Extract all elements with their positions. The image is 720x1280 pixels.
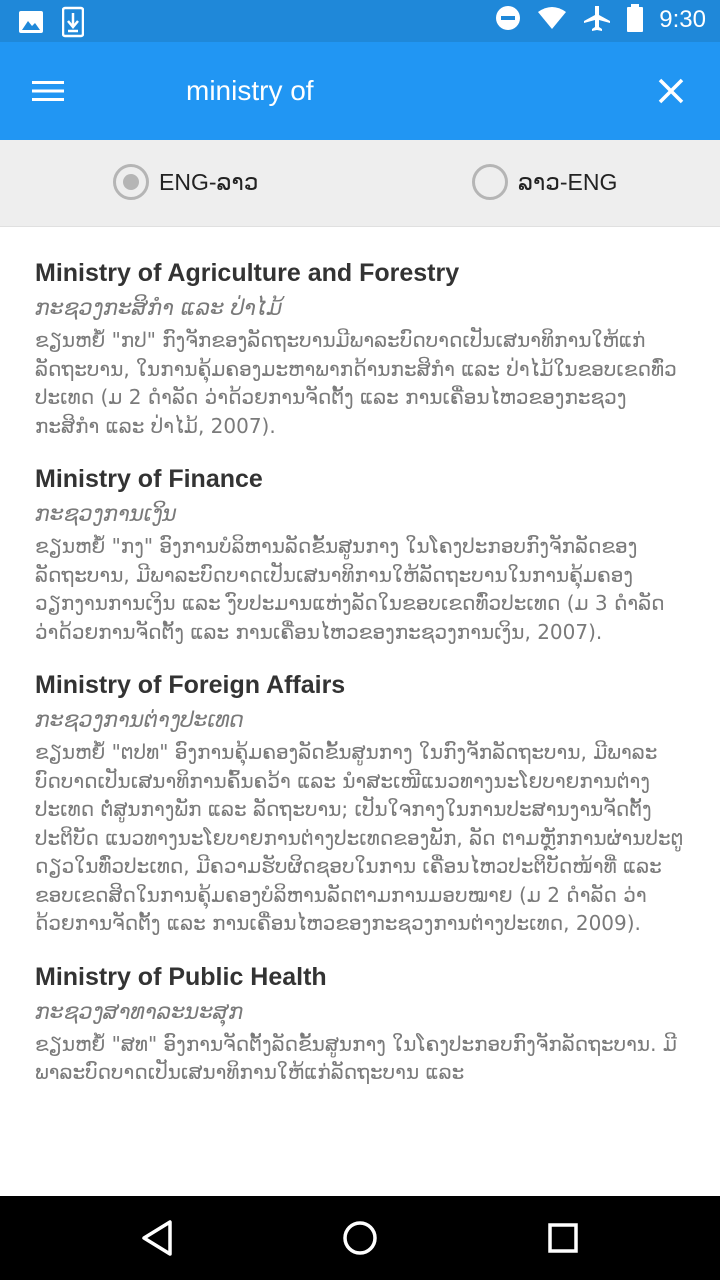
entry-definition: ຂຽນຫຍໍ້ "ກງ" ອົງການບໍລິຫານລັດຂັ້ນສູນກາງ ໃນໂຄງປະກອບກົງຈັກລັດຂອງລັດຖະບານ, ມີພາລະບົດບາດເປັນເສນາທິການໃຫ້ລັດຖະບານໃນການຄຸ້ມຄອງວຽກງານການເງິນ ແລະ ງົບປະມານແຫ່ງລັດໃນຂອບເຂດທົ່ວປະເທດ (ມ 3 ດຳລັດ ວ່າດ້ວຍການຈັດຕັ້ງ ແລະ ການເຄື່ອນໄຫວຂອງກະຊວງການເງິນ, 2007). [35,534,665,644]
airplane-icon [583,4,611,36]
download-icon [62,6,84,42]
back-icon[interactable] [134,1214,182,1262]
language-toggle [0,140,720,227]
radio-eng-lao[interactable] [113,164,258,200]
radio-eng-lao-label: ENG-ລາວ [159,168,259,195]
close-icon[interactable] [652,72,690,110]
entry-translation: ກະຊວງກະສິກຳ ແລະ ປ່າໄມ້ [35,296,283,321]
list-item[interactable] [35,668,686,938]
radio-unchecked-icon[interactable] [472,164,508,200]
entry-term: Ministry of Public Health [35,962,327,991]
entry-term: Ministry of Foreign Affairs [35,671,346,699]
entry-term: Ministry of Finance [35,465,263,493]
clock: 9:30 [659,6,706,33]
image-icon [18,6,44,42]
home-icon[interactable] [336,1214,384,1262]
radio-lao-eng-label: ລາວ-ENG [518,168,618,195]
entry-definition: ຂຽນຫຍໍ້ "ຕປທ" ອົງການຄຸ້ມຄອງລັດຂັ້ນສູນກາງ ໃນກົງຈັກລັດຖະບານ, ມີພາລະບົດບາດເປັນເສນາທິການຄົ້ນຄວ້າ ແລະ ນຳສະເໜີແນວທາງນະໂຍບາຍການຕ່າງປະເທດ ຕໍ່ສູນກາງພັກ ແລະ ລັດຖະບານ; ເປັນໃຈກາງໃນການປະສານງານຈັດຕັ້ງປະຕິບັດ ແນວທາງນະໂຍບາຍການຕ່າງປະເທດຂອງພັກ, ລັດ ຕາມຫຼັກການຜ່ານປະຕູດຽວໃນທົ່ວປະເທດ, ມີຄວາມຮັບຜິດຊອບໃນການ ເຄື່ອນໄຫວປະຕິບັດໜ້າທີ່ ແລະ ຂອບເຂດສິດໃນການຄຸ້ມຄອງບໍລິຫານລັດຕາມການມອບໝາຍ (ມ 2 ດຳລັດ ວ່າດ້ວຍການຈັດຕັ້ງ ແລະ ການເຄື່ອນໄຫວຂອງກະຊວງການຕ່າງປະເທດ, 2009). [35,740,684,935]
do-not-disturb-icon [495,5,521,35]
entry-term: Ministry of Agriculture and Forestry [35,259,460,287]
radio-checked-icon[interactable] [113,164,149,200]
navigation-bar [0,1196,720,1280]
recents-icon[interactable] [539,1214,587,1262]
battery-icon [627,4,643,36]
list-item[interactable] [35,462,686,646]
radio-lao-eng[interactable] [472,164,617,200]
entry-definition: ຂຽນຫຍໍ້ "ສທ" ອົງການຈັດຕັ້ງລັດຂັ້ນສູນກາງ ໃນໂຄງປະກອບກົງຈັກລັດຖະບານ. ມີພາລະບົດບາດເປັນເສນາທິການໃຫ້ແກ່ລັດຖະບານ ແລະ [35,1031,677,1084]
status-bar [0,0,720,42]
list-item[interactable] [35,256,686,440]
entry-translation: ກະຊວງສາທາລະນະສຸກ [35,999,244,1025]
wifi-icon [537,6,567,34]
app-bar [0,42,720,140]
list-item[interactable] [35,960,686,1087]
entry-translation: ກະຊວງການເງິນ [35,502,177,527]
entry-definition: ຂຽນຫຍໍ້ "ກປ" ກົງຈັກຂອງລັດຖະບານມີພາລະບົດບາດເປັນເສນາທິການໃຫ້ແກ່ລັດຖະບານ, ໃນການຄຸ້ມຄອງມະຫາພາກດ້ານກະສິກຳ ແລະ ປ່າໄມ້ໃນຂອບເຂດທົ່ວປະເທດ (ມ 2 ດຳລັດ ວ່າດ້ວຍການຈັດຕັ້ງ ແລະ ການເຄື່ອນໄຫວຂອງກະຊວງກະສິກຳ ແລະ ປ່າໄມ້, 2007). [35,328,677,438]
entry-translation: ກະຊວງການຕ່າງປະເທດ [35,708,244,733]
menu-icon[interactable] [26,72,70,110]
search-input[interactable] [186,68,606,114]
results-list [0,228,720,1196]
